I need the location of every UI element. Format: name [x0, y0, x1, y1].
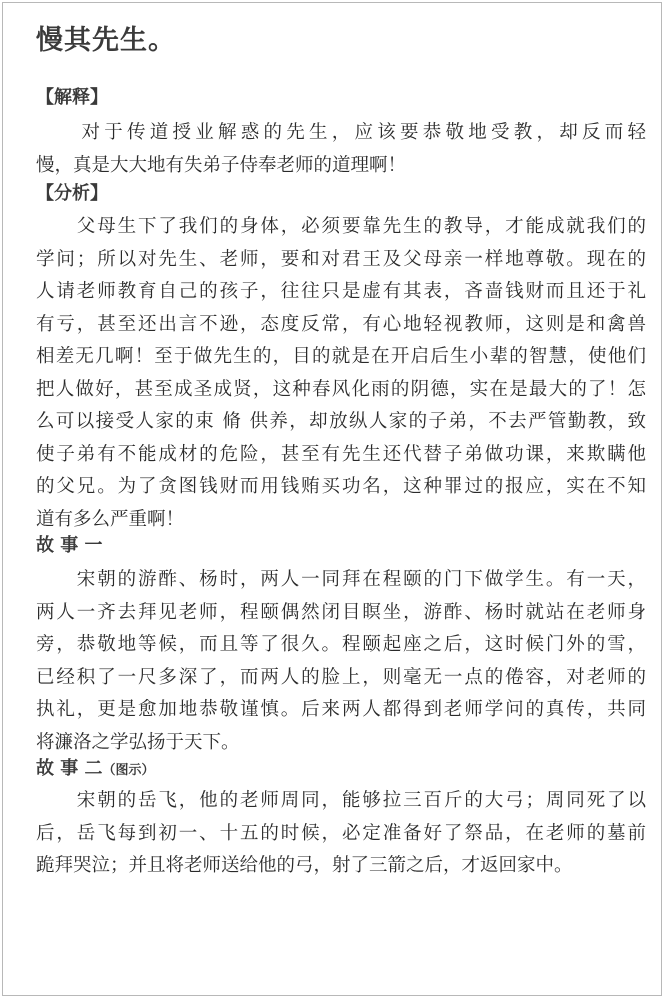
text-line: 后，岳飞每到初一、十五的时候，必定准备好了祭品，在老师的墓前 — [36, 822, 646, 844]
text-line: 执礼，更是愈加地恭敬谨慎。后来两人都得到老师学问的真传，共同 — [36, 699, 646, 720]
story1-paragraph — [36, 564, 646, 759]
text-line: 慢，真是大大地有失弟子侍奉老师的道理啊！ — [36, 154, 407, 176]
text-line: 使子弟有不能成材的危险，甚至有先生还代替子弟做功课，来欺瞒他 — [36, 443, 646, 465]
text-line: 对于传道授业解惑的先生，应该要恭敬地受教，却反而轻 — [36, 122, 646, 143]
text-line: 将濂洛之学弘扬于天下。 — [36, 731, 240, 753]
text-line: 两人一齐去拜见老师，程颐偶然闭目瞑坐，游酢、杨时就站在老师身 — [36, 601, 646, 623]
page-title: 慢其先生。 — [36, 25, 176, 56]
text-line: 相差无几啊！至于做先生的，目的就是在开启后生小辈的智慧，使他们 — [36, 346, 646, 367]
book-page — [2, 2, 662, 996]
explanation-paragraph — [36, 117, 646, 182]
text-line: 父母生下了我们的身体，必须要靠先生的教导，才能成就我们的 — [36, 216, 646, 237]
text-line: 把人做好，甚至成圣成贤，这种春风化雨的阴德，实在是最大的了！怎 — [36, 378, 646, 400]
story2-heading-text: 故 事 二 — [36, 758, 103, 779]
text-line: 有亏，甚至还出言不逊，态度反常，有心地轻视教师，这则是和禽兽 — [36, 313, 646, 335]
text-line: 旁，恭敬地等候，而且等了很久。程颐起座之后，这时候门外的雪， — [36, 634, 646, 655]
story1-heading: 故 事 一 — [36, 535, 103, 556]
story2-paragraph — [36, 785, 646, 883]
story2-heading — [36, 756, 155, 784]
text-line: 宋朝的岳飞，他的老师周同，能够拉三百斤的大弓；周同死了以 — [36, 790, 646, 811]
text-line: 道有多么严重啊！ — [36, 508, 185, 530]
text-line: 学问；所以对先生、老师，要和对君王及父母亲一样地尊敬。现在的 — [36, 248, 646, 270]
text-line: 的父兄。为了贪图钱财而用钱贿买功名，这种罪过的报应，实在不知 — [36, 476, 646, 497]
text-line: 跪拜哭泣；并且将老师送给他的弓，射了三箭之后，才返回家中。 — [36, 855, 573, 876]
text-line: 么可以接受人家的束 脩 供养，却放纵人家的子弟，不去严管勤教，致 — [36, 411, 646, 432]
text-line: 人请老师教育自己的孩子，往往只是虚有其表，吝啬钱财而且还于礼 — [36, 281, 646, 302]
story2-heading-sub: （图示） — [102, 763, 155, 778]
analysis-paragraph — [36, 211, 646, 536]
explanation-heading: 【解释】 — [36, 87, 108, 108]
text-line: 宋朝的游酢、杨时，两人一同拜在程颐的门下做学生。有一天， — [36, 569, 646, 590]
text-line: 已经积了一尺多深了，而两人的脸上，则毫无一点的倦容，对老师的 — [36, 666, 646, 688]
analysis-heading: 【分析】 — [36, 183, 108, 204]
